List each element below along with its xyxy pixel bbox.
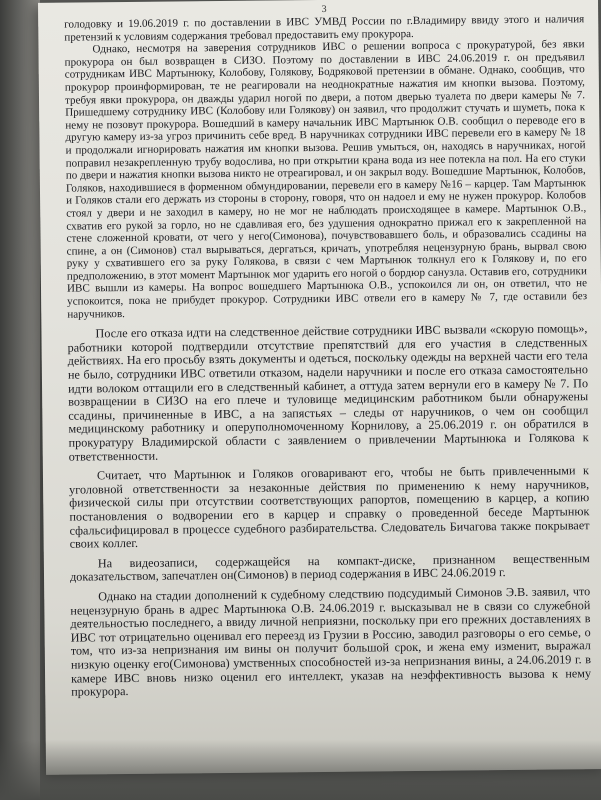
paragraph: На видеозаписи, содержащейся на компакт-диске, признанном вещественным доказательством, запечатлен он(Симонов) в период содержания в ИВС 24.06.2019 г. [69,550,590,584]
paragraph: Однако на стадии дополнений к судебному следствию подсудимый Симонов Э.В. заявил, что нецензурную брань в адрес Мартынюка О.В. 24.06.2019 г. высказывал не в связи со служебной деятельностью последнего, а ввиду личной неприязни, поскольку при его прежних доставлениях в ИВС тот отрицательно оценивал его переезд из Грузии в Россию, заводил разговоры о его семье, о том, что из-за непризнания им вины он получит большой срок, и жена ему изменит, выражал низкую оценку его(Симонова) умственных способностей из-за непризнания вины, а 24.06.2019 г. в камере ИВС вновь низко оценил его интеллект, указав на неэффективность вызова к нему прокурора. [70,584,592,699]
background-left-shadow [0,0,40,800]
document-page [38,0,601,775]
page-number: 3 [321,3,327,15]
page-content [64,1,591,699]
paragraph: Считает, что Мартынюк и Голяков оговаривают его, чтобы не быть привлеченными к уголовной ответственности за незаконные действия по применению к нему наручников, физической силы при отсутствии соответствующих рапортов, помещению в карцер, а копию постановления о водворении его в карцер и справку о проведенной беседе Мартынюк сфальсифицировал в процессе судебного разбирательства. Следователь Бичагова также покрывает своих коллег. [69,463,590,551]
dense-text-block [64,13,587,321]
paragraph: голодовку и 19.06.2019 г. по доставлении в ИВС УМВД России по г.Владимиру ввиду этого и наличия претензий к условиям содержания требовал предоставить ему прокурора. [64,13,585,44]
background-bottom-shadow [0,740,601,800]
paragraph: После его отказа идти на следственное действие сотрудники ИВС вызвали «скорую помощь», работники которой подтвердили отсутствие препятствий для его участия в следственных действиях. На его просьбу взять документы и одеться, поскольку одежды на верхней части его тела не было, сотрудники ИВС ответили отказом, надели наручники и после его отказа самостоятельно идти волоком оттащили его в следственный кабинет, а оттуда затем вернули его в камеру № 7. По возвращении в СИЗО на его плече и туловище медицинским работником были обнаружены ссадины, причиненные в ИВС, а на запястьях – следы от наручников, о чем он сообщил медицинскому работнику и оперуполномоченному Корнилову, а 25.06.2019 г. он обратился в прокуратуру Владимирской области с заявлением о привлечении Мартынюка и Голякова к ответственности. [67,321,589,464]
paragraph: Однако, несмотря на заверения сотрудников ИВС о решении вопроса с прокуратурой, без явки прокурора он был возвращен в СИЗО. Поэтому по доставлении в ИВС 24.06.2019 г. он предъявил сотрудникам ИВС Мартынюку, Колобову, Голякову, Бодряковой претензии в обмане. Однако, сообщив, что прокурор проинформирован, те не реагировали на неоднократные нажатия им кнопки вызова. Поэтому, требуя явки прокурора, он дважды ударил ногой по двери, а потом дверью туалета по двери камеры № 7. Пришедшему сотруднику ИВС (Колобову или Голякову) он заявил, что продолжит стучать и шуметь, пока к нему не позовут прокурора. Вошедший в камеру начальник ИВС Мартынюк О.В. сообщил о переводе его в другую камеру из-за угроз причинить себе вред. В наручниках сотрудники ИВС перевели его в камеру № 18 и продолжали игнорировать нажатия им кнопки вызова. Решив умыться, он, находясь в наручниках, ногой поправил незакрепленную трубу водослива, но при открытии крана вода из нее потекла на пол. На его стуки по двери и нажатия кнопки вызова никто не отреагировал, и он закрыл воду. Вошедшие Мартынюк, Колобов, Голяков, находившиеся в форменном обмундировании, перевели его в камеру №16 – карцер. Там Мартынюк и Голяков стали его держать из стороны в сторону, говоря, что он надоел и ему не нужен прокурор. Колобов стоял у двери и не заходил в камеру, но не мог не наблюдать происходящее в камере. Мартынюк О.В., схватив его рукой за горло, но не сдавливая его, без удушения однократно прижал его к закрепленной на стене сложенной кровати, от чего у него(Симонова), почувствовавшего боль, и образовались ссадины на спине, а он (Симонов) стал вырываться, дергаться, кричать, употребляя нецензурную брань, вырвал свою руку у схватившего его за руку Голякова, в связи с чем Мартынюк толкнул его к Голякову и, по его предположению, в этот момент Мартынюк мог ударить его ногой о бордюр санузла. Оставив его, сотрудники ИВС вышли из камеры. На вопрос вошедшего Мартынюка О.В., успокоился ли он, он ответил, что не успокоится, пока не прибудет прокурор. Сотрудники ИВС отвели его в камеру № 7, где оставили без наручников. [64,38,588,321]
